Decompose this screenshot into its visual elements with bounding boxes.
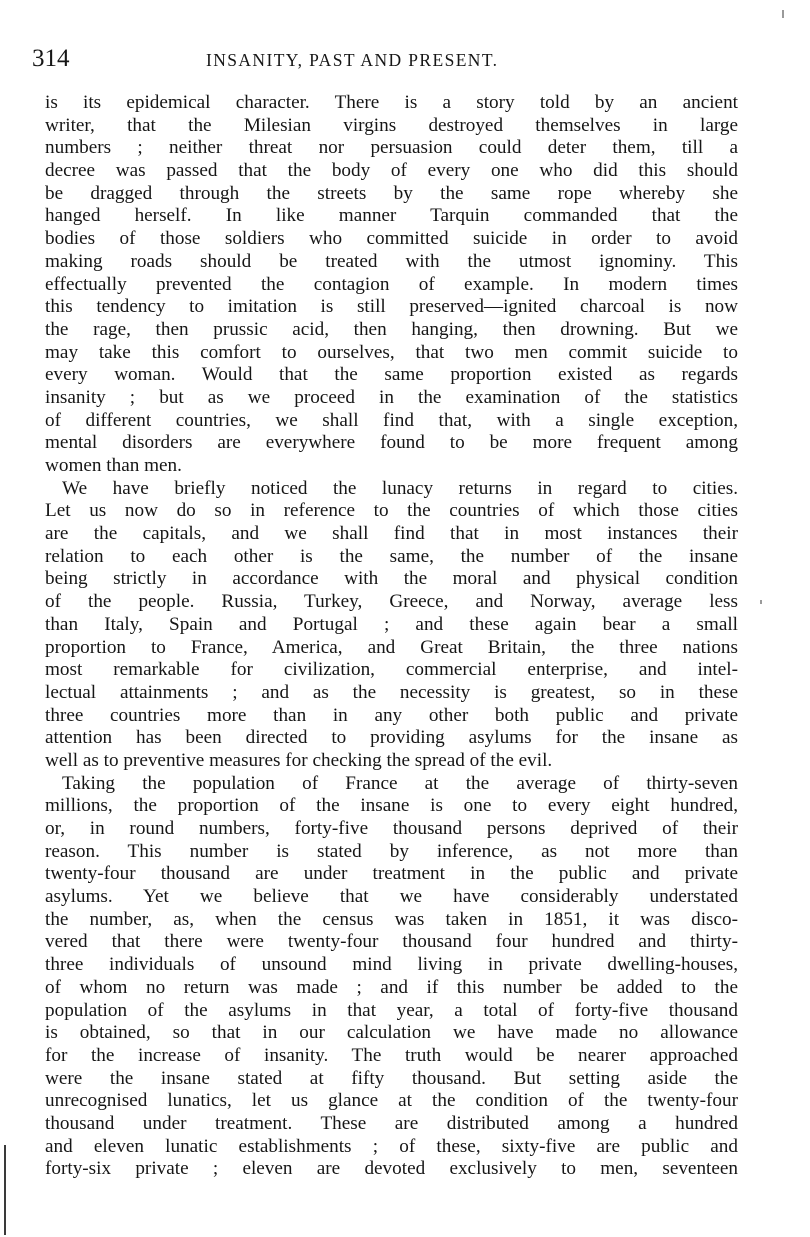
text-line: or, in round numbers, forty-five thousand persons deprived of their — [45, 818, 738, 839]
text-line: well as to preventive measures for checking the spread of the evil. — [45, 749, 553, 771]
text-line: writer, that the Milesian virgins destroyed themselves in large — [45, 114, 738, 136]
text-line: unrecognised lunatics, let us glance at the condition of the twenty-four — [45, 1090, 738, 1112]
text-line: attention has been directed to providing asylums for the insane as — [45, 727, 738, 749]
text-line: were the insane stated at fifty thousand. But setting aside the — [45, 1067, 738, 1089]
page-number: 314 — [32, 45, 70, 72]
text-line: hanged herself. In like manner Tarquin commanded that the — [45, 205, 738, 227]
text-line: is its epidemical character. There is a story told by an ancient — [45, 92, 738, 113]
text-line: and eleven lunatic establishments ; of these, sixty-five are public and — [45, 1135, 738, 1157]
text-line: of different countries, we shall find that, with a single exception, — [45, 409, 738, 431]
text-line: twenty-four thousand are under treatment in the public and private — [45, 863, 738, 885]
text-line: the number, as, when the census was taken in 1851, it was disco- — [45, 908, 738, 930]
text-line: the rage, then prussic acid, then hanging, then drowning. But we — [45, 318, 738, 340]
text-line: reason. This number is stated by inference, as not more than — [45, 840, 738, 862]
text-line: every woman. Would that the same proportion existed as regards — [45, 364, 738, 386]
text-line: most remarkable for civilization, commercial enterprise, and intel- — [45, 659, 738, 681]
text-line: numbers ; neither threat nor persuasion could deter them, till a — [45, 137, 738, 159]
text-line: of whom no return was made ; and if this number be added to the — [45, 976, 738, 998]
text-line: lectual attainments ; and as the necessity is greatest, so in these — [45, 681, 738, 703]
text-line: We have briefly noticed the lunacy returns in regard to cities. — [62, 477, 738, 499]
text-line: being strictly in accordance with the moral and physical condition — [45, 568, 738, 590]
text-line: effectually prevented the contagion of example. In modern times — [45, 273, 738, 295]
text-line: vered that there were twenty-four thousand four hundred and thirty- — [45, 931, 738, 953]
text-line: asylums. Yet we believe that we have considerably understated — [45, 886, 738, 908]
text-line: of the people. Russia, Turkey, Greece, and Norway, average less — [45, 591, 738, 613]
text-line: mental disorders are everywhere found to be more frequent among — [45, 432, 738, 454]
scan-edge-line — [4, 1145, 6, 1235]
text-line: for the increase of insanity. The truth would be nearer approached — [45, 1044, 738, 1066]
running-title: INSANITY, PAST AND PRESENT. — [206, 50, 499, 70]
text-line: Taking the population of France at the average of thirty-seven — [62, 772, 738, 794]
text-line: is obtained, so that in our calculation we have made no allowance — [45, 1022, 738, 1044]
text-line: Let us now do so in reference to the countries of which those cities — [45, 500, 738, 522]
text-line: may take this comfort to ourselves, that two men commit suicide to — [45, 341, 738, 363]
text-line: be dragged through the streets by the same rope whereby she — [45, 182, 738, 204]
body-text — [45, 92, 738, 1181]
text-line: population of the asylums in that year, a total of forty-five thousand — [45, 999, 738, 1021]
text-line: bodies of those soldiers who committed suicide in order to avoid — [45, 228, 738, 250]
text-line: insanity ; but as we proceed in the examination of the statistics — [45, 386, 738, 408]
text-line: forty-six private ; eleven are devoted exclusively to men, seventeen — [45, 1158, 738, 1180]
text-line: three individuals of unsound mind living in private dwelling-houses, — [45, 954, 738, 976]
text-line: relation to each other is the same, the number of the insane — [45, 545, 738, 567]
text-line: are the capitals, and we shall find that in most instances their — [45, 523, 738, 545]
page-header — [32, 44, 732, 74]
text-line: three countries more than in any other both public and private — [45, 704, 738, 726]
scan-speck — [760, 600, 762, 604]
text-line: thousand under treatment. These are distributed among a hundred — [45, 1112, 738, 1134]
scan-speck — [782, 10, 784, 18]
text-line: than Italy, Spain and Portugal ; and these again bear a small — [45, 613, 738, 635]
text-line: this tendency to imitation is still preserved—ignited charcoal is now — [45, 296, 738, 318]
text-line: proportion to France, America, and Great Britain, the three nations — [45, 636, 738, 658]
text-line: making roads should be treated with the utmost ignominy. This — [45, 250, 738, 272]
text-line: women than men. — [45, 455, 182, 476]
text-line: decree was passed that the body of every one who did this should — [45, 160, 738, 182]
text-line: millions, the proportion of the insane is one to every eight hundred, — [45, 795, 738, 817]
